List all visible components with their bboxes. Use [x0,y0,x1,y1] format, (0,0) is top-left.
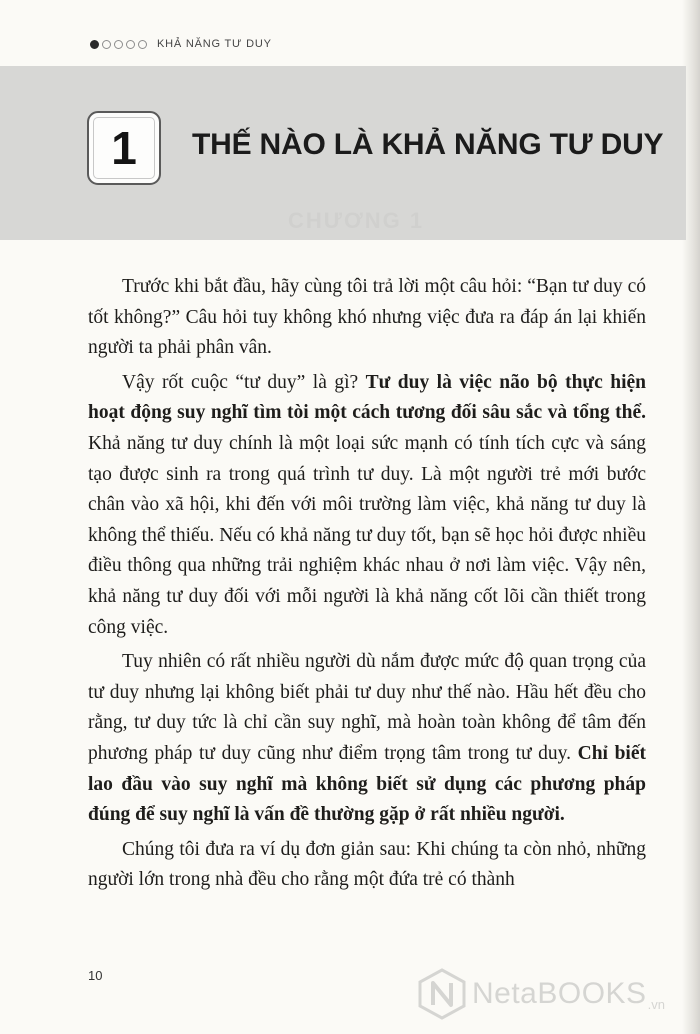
running-header [90,36,272,52]
page-number: 10 [88,968,103,983]
progress-dot-4 [126,40,135,49]
running-header-title: KHẢ NĂNG TƯ DUY [157,38,272,50]
paragraph-2-bold: Tư duy là việc não bộ thực hiện hoạt động suy nghĩ tìm tòi một cách tương đối sâu sắc và tổng thể. [88,371,646,424]
chapter-ghost-text: CHƯƠNG 1 [288,208,425,233]
progress-dot-3 [114,40,123,49]
watermark-suffix: .vn [647,997,665,1012]
watermark [418,966,665,1022]
progress-dot-1 [90,40,99,49]
section-title: THẾ NÀO LÀ KHẢ NĂNG TƯ DUY [192,128,664,161]
section-number-box [87,111,161,185]
progress-dot-2 [102,40,111,49]
section-number: 1 [111,122,137,174]
paragraph-3 [88,647,646,831]
paragraph-4: Chúng tôi đưa ra ví dụ đơn giản sau: Khi chúng ta còn nhỏ, những người lớn trong nhà đều cho rằng một đứa trẻ có thành [88,838,646,891]
paragraph-3-bold: Chỉ biết lao đầu vào suy nghĩ mà không biết sử dụng các phương pháp đúng để suy nghĩ là vấn đề thường gặp ở rất nhiều người. [88,742,646,826]
netabooks-logo-icon [418,968,466,1020]
paragraph-3-intro: Tuy nhiên có rất nhiều người dù nắm được mức độ quan trọng của tư duy nhưng lại không biết phải tư duy như thế nào. Hầu hết đều cho rằng, tư duy tức là chỉ cần suy nghĩ, mà hoàn toàn không để tâm đến phương pháp tư duy cũng như điểm trọng tâm trong tư duy. [88,651,646,764]
paragraph-2 [88,368,646,643]
progress-dots [90,40,150,49]
body-text [88,272,646,900]
paragraph-1: Trước khi bắt đầu, hãy cùng tôi trả lời một câu hỏi: “Bạn tư duy có tốt không?” Câu hỏi tuy không khó nhưng việc đưa ra đáp án lại khiến người ta phải phân vân. [88,276,646,359]
watermark-text: NetaBOOKS [472,977,647,1010]
progress-dot-5 [138,40,147,49]
paragraph-2-rest: Khả năng tư duy chính là một loại sức mạnh có tính tích cực và sáng tạo được sinh ra trong quá trình tư duy. Là một người trẻ mới bước chân vào xã hội, khi đến với môi trường làm việc, khả năng tư duy là không thể thiếu. Nếu có khả năng tư duy tốt, bạn sẽ học hỏi được nhiều điều thông qua những trải nghiệm khác nhau ở nơi làm việc. Vậy nên, khả năng tư duy đối với mỗi người là khả năng cốt lõi cần thiết trong công việc. [88,432,646,638]
paragraph-2-intro: Vậy rốt cuộc “tư duy” là gì? [122,371,366,393]
